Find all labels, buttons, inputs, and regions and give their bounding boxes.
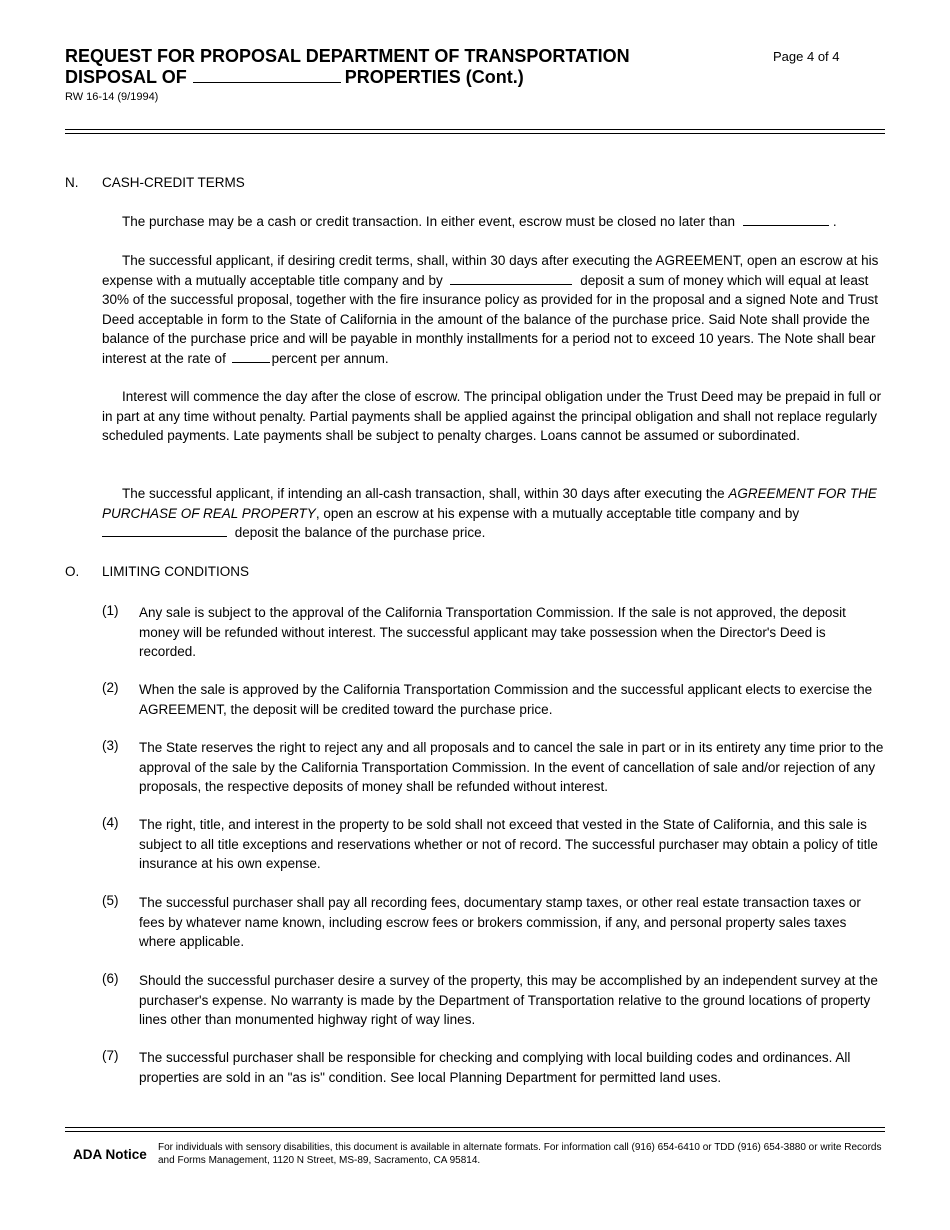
- condition-4-number: (4): [102, 815, 119, 830]
- footer-divider: [65, 1127, 885, 1132]
- condition-6-number: (6): [102, 971, 119, 986]
- ada-notice-text: For individuals with sensory disabilities, this document is available in alternate formats. For information call (916) 654-6410 or TDD (916) 654-3880 or write Records and Forms Management, 1120 N Street, MS-89, Sacramento, CA 95814.: [158, 1142, 882, 1166]
- title-line-2-end: PROPERTIES (Cont.): [344, 67, 524, 87]
- district-blank[interactable]: [193, 68, 341, 83]
- condition-7-text: The successful purchaser shall be responsible for checking and complying with local building codes and ordinances. All properties are sold in an "as is" condition. See local Planning Department for permitted land uses.: [139, 1050, 851, 1085]
- section-n-paragraph-3: Interest will commence the day after the close of escrow. The principal obligation under the Trust Deed may be prepaid in full or in part at any time without penalty. Partial payments shall be applied against the principal obligation and shall not replace regularly scheduled payments. Late payments shall be subject to penalty charges. Loans cannot be assumed or subordinated.: [102, 389, 882, 443]
- paragraph-2-text-c: percent per annum.: [271, 350, 389, 366]
- paragraph-2-text-a: The successful applicant, if desiring credit terms, shall, within 30 days after executing the AGREEMENT, open an escrow at his expense with a mutually acceptable title company and by: [102, 253, 879, 288]
- condition-3-text: The State reserves the right to reject any and all proposals and to cancel the sale in part or in its entirety any time prior to the approval of the sale by the California Transportation Commission. In the event of cancellation of sale and/or rejection of any proposals, the respective deposits of money shall be refunded without interest.: [139, 740, 884, 794]
- escrow-close-date-blank[interactable]: [743, 212, 829, 226]
- condition-2-number: (2): [102, 680, 119, 695]
- section-n-title: CASH-CREDIT TERMS: [102, 175, 245, 190]
- cash-deposit-date-blank[interactable]: [102, 523, 227, 537]
- section-o-title: LIMITING CONDITIONS: [102, 564, 250, 579]
- condition-1-number: (1): [102, 603, 119, 618]
- paragraph-4-text-b: , open an escrow at his expense with a mutually acceptable title company and by: [315, 505, 800, 521]
- condition-6-text: Should the successful purchaser desire a survey of the property, this may be accomplished by an independent survey at the purchaser's expense. No warranty is made by the Department of Transportation relative to the ground locations of property lines other than monumented highway right of way lines.: [139, 973, 878, 1027]
- condition-1-text: Any sale is subject to the approval of the California Transportation Commission. If the sale is not approved, the deposit money will be refunded without interest. The successful applicant may take possession when the Director's Deed is recorded.: [139, 605, 846, 659]
- condition-4-text: The right, title, and interest in the property to be sold shall not exceed that vested in the State of California, and this sale is subject to all title exceptions and reservations whether or not of record. The successful purchaser may obtain a policy of title insurance at his own expense.: [139, 817, 878, 871]
- title-line-1: REQUEST FOR PROPOSAL DEPARTMENT OF TRANSPORTATION: [65, 46, 630, 66]
- condition-5-number: (5): [102, 893, 119, 908]
- title-line-2-start: DISPOSAL OF: [65, 67, 187, 87]
- section-n-paragraph-1: [102, 212, 882, 232]
- paragraph-4-text-a: The successful applicant, if intending an all-cash transaction, shall, within 30 days after executing the: [122, 486, 725, 501]
- condition-5-text: The successful purchaser shall pay all recording fees, documentary stamp taxes, or other real estate transaction taxes or fees by whatever name known, including escrow fees or brokers commission, if any, and personal property sales taxes where applicable.: [139, 895, 861, 949]
- paragraph-1-text: The purchase may be a cash or credit transaction. In either event, escrow must be closed no later than: [122, 214, 736, 229]
- condition-3-number: (3): [102, 738, 119, 753]
- condition-2-text: When the sale is approved by the California Transportation Commission and the successful applicant elects to exercise the AGREEMENT, the deposit will be credited toward the purchase price.: [139, 682, 873, 717]
- ada-notice-label: ADA Notice: [73, 1147, 147, 1162]
- agreement-title: AGREEMENT FOR THE PURCHASE OF REAL PROPERTY: [102, 486, 877, 521]
- title-line-2: [65, 67, 630, 88]
- section-n-paragraph-4: [102, 484, 882, 543]
- form-number: RW 16-14 (9/1994): [65, 91, 159, 103]
- page-number: Page 4 of 4: [773, 49, 840, 64]
- paragraph-1-end: .: [832, 214, 837, 229]
- paragraph-2-text-b: deposit a sum of money which will equal at least 30% of the successful proposal, together with the fire insurance policy as provided for in the proposal and a signed Note and Trust Deed acceptable in form to the State of California in the amount of the balance of the purchase price. Said Note shall provide the balance of the purchase price and will be payable in monthly installments for a period not to exceed 10 years. The Note shall bear interest at the rate of: [102, 272, 878, 366]
- section-n-paragraph-2: [102, 251, 882, 368]
- interest-rate-blank[interactable]: [232, 349, 270, 363]
- paragraph-4-text-c: deposit the balance of the purchase price.: [234, 525, 486, 540]
- condition-7-number: (7): [102, 1048, 119, 1063]
- credit-deposit-date-blank[interactable]: [450, 271, 572, 285]
- section-n-letter: N.: [65, 175, 79, 190]
- section-o-letter: O.: [65, 564, 80, 579]
- document-title: [65, 46, 630, 88]
- header-divider: [65, 129, 885, 134]
